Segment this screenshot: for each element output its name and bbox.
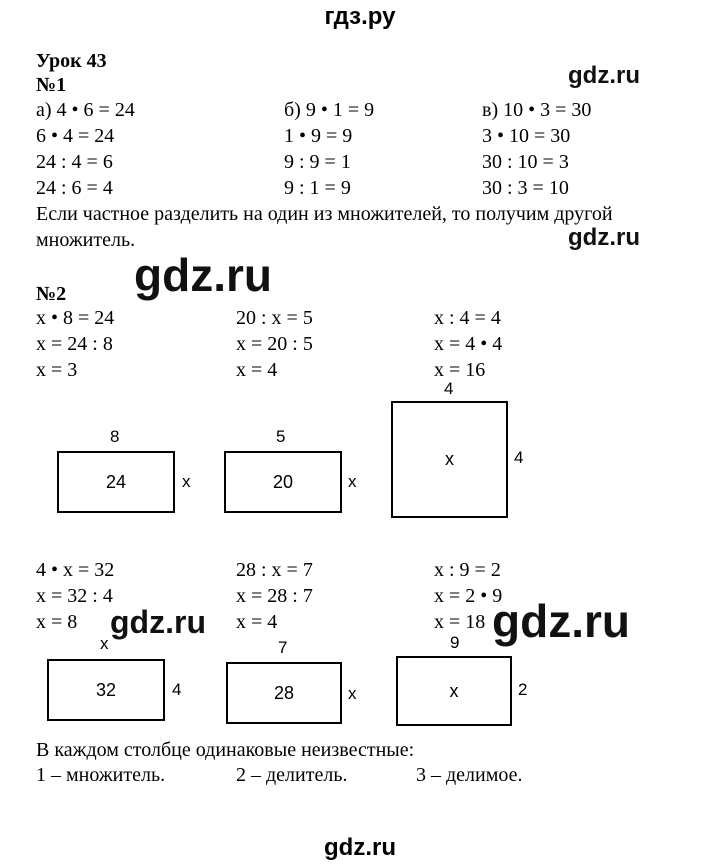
equation: в) 10 • 3 = 30 — [482, 99, 592, 121]
rect-inside-label: x — [449, 680, 459, 701]
rectangle-diagram — [396, 656, 512, 726]
equation: x = 3 — [36, 359, 78, 381]
watermark: gdz.ru — [110, 604, 206, 640]
answer-2: 2 – делитель. — [236, 764, 348, 786]
rect-side-label: x — [348, 684, 357, 703]
rect-inside-label: 28 — [273, 682, 295, 703]
rectangle-diagram — [224, 451, 342, 513]
task1-col-c — [482, 98, 591, 200]
equation: x = 4 — [236, 611, 278, 633]
watermark-large: gdz.ru — [134, 249, 272, 301]
rect-top-label: 8 — [110, 427, 120, 446]
equation: x = 18 — [434, 611, 486, 633]
rect-inside-label: 32 — [95, 679, 117, 700]
task2-row2-col1 — [36, 558, 114, 634]
equation: 3 • 10 = 30 — [482, 125, 571, 147]
equation: 4 • x = 32 — [36, 559, 115, 581]
equation: x = 2 • 9 — [434, 585, 503, 607]
equation: 30 : 10 = 3 — [482, 151, 569, 173]
rect-top-label: 7 — [278, 638, 288, 657]
equation: 6 • 4 = 24 — [36, 125, 115, 147]
equation: 1 • 9 = 9 — [284, 125, 353, 147]
rect-top-label: 4 — [444, 379, 454, 398]
rectangle-diagram — [226, 662, 342, 724]
rect-side-label: 4 — [514, 448, 524, 467]
equation: x = 20 : 5 — [236, 333, 313, 355]
equation: x = 4 • 4 — [434, 333, 503, 355]
task2-conclusion: В каждом столбце одинаковые неизвестные: — [36, 739, 415, 761]
equation: x = 24 : 8 — [36, 333, 113, 355]
equation: 24 : 4 = 6 — [36, 151, 113, 173]
task1-col-a — [36, 98, 135, 200]
watermark: gdz.ru — [568, 62, 640, 89]
rect-top-label: 9 — [450, 633, 460, 652]
rect-inside-label: x — [445, 449, 454, 469]
rect-top-label: x — [100, 634, 109, 653]
rect-top-label: 5 — [276, 427, 286, 446]
equation: x • 8 = 24 — [36, 307, 115, 329]
rect-side-label: 2 — [518, 680, 528, 699]
equation: x = 16 — [434, 359, 486, 381]
equation: б) 9 • 1 = 9 — [284, 99, 375, 121]
equation: x = 28 : 7 — [236, 585, 313, 607]
task1-rule-line2: множитель. — [36, 229, 136, 251]
equation: 30 : 3 = 10 — [482, 177, 569, 199]
equation: 9 : 9 = 1 — [284, 151, 351, 173]
task2-row1-col1 — [36, 306, 114, 382]
equation: 9 : 1 = 9 — [284, 177, 351, 199]
equation: x = 32 : 4 — [36, 585, 113, 607]
equation: 28 : x = 7 — [236, 559, 313, 581]
equation: x : 9 = 2 — [434, 559, 501, 581]
task1-number: №1 — [36, 74, 67, 96]
equation: x : 4 = 4 — [434, 307, 501, 329]
rect-side-label: x — [182, 472, 191, 491]
task2-row1-col3 — [434, 306, 502, 382]
rectangle-diagram — [47, 659, 165, 721]
task2-number: №2 — [36, 283, 67, 305]
equation: x = 4 — [236, 359, 278, 381]
watermark-large: gdz.ru — [492, 595, 630, 647]
task1-rule-line1: Если частное разделить на один из множителей, то получим другой — [36, 203, 613, 225]
answer-3: 3 – делимое. — [416, 764, 523, 786]
rect-side-label: 4 — [172, 680, 182, 699]
rect-inside-label: 20 — [272, 471, 294, 492]
task2-row1-col2 — [236, 306, 313, 382]
equation: 20 : x = 5 — [236, 307, 313, 329]
task1-col-b — [284, 98, 374, 200]
rect-side-label: x — [348, 472, 357, 491]
site-header: гдз.ру — [324, 3, 396, 30]
equation: 24 : 6 = 4 — [36, 177, 113, 199]
equation: а) 4 • 6 = 24 — [36, 99, 135, 121]
rectangle-diagram — [391, 401, 508, 518]
task2-row2-col2 — [236, 558, 313, 634]
watermark-footer: gdz.ru — [324, 834, 396, 861]
rectangle-diagram — [57, 451, 175, 513]
rect-inside-label: 24 — [105, 471, 127, 492]
answer-1: 1 – множитель. — [36, 764, 166, 786]
lesson-title: Урок 43 — [36, 50, 107, 72]
equation: x = 8 — [36, 611, 78, 633]
watermark: gdz.ru — [568, 224, 640, 251]
